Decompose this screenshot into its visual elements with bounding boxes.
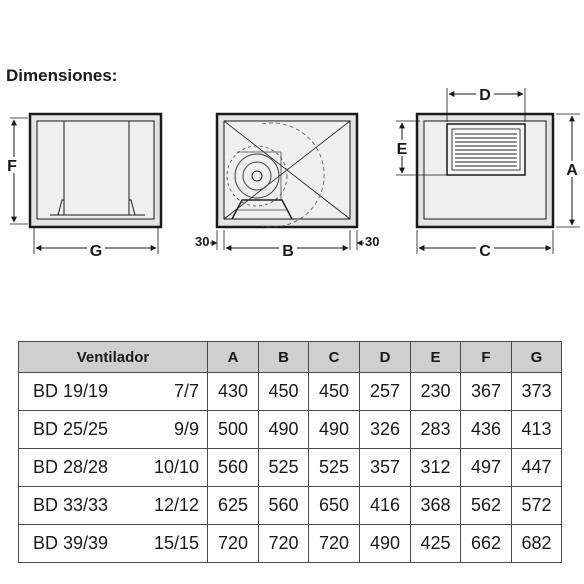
dimensions-table (18, 341, 562, 563)
value-cell-b: 450 (259, 373, 309, 411)
value-cell-b: 525 (259, 449, 309, 487)
value-cell-c: 720 (309, 525, 360, 563)
label-a: A (566, 162, 578, 179)
model-cell: BD 19/19 (19, 373, 117, 411)
header-col-e: E (411, 342, 461, 373)
header-col-b: B (259, 342, 309, 373)
value-cell-e: 425 (411, 525, 461, 563)
header-col-c: C (309, 342, 360, 373)
value-cell-e: 283 (411, 411, 461, 449)
table-row (19, 373, 562, 411)
header-ventilador: Ventilador (19, 342, 208, 373)
header-col-g: G (512, 342, 562, 373)
table-row (19, 411, 562, 449)
value-cell-d: 257 (360, 373, 411, 411)
value-cell-f: 436 (461, 411, 512, 449)
size-cell: 9/9 (117, 411, 208, 449)
value-cell-g: 447 (512, 449, 562, 487)
value-cell-f: 562 (461, 487, 512, 525)
value-cell-d: 326 (360, 411, 411, 449)
model-cell: BD 39/39 (19, 525, 117, 563)
label-g: G (89, 243, 103, 260)
label-c: C (479, 243, 491, 260)
label-f: F (7, 158, 17, 175)
value-cell-f: 367 (461, 373, 512, 411)
value-cell-c: 650 (309, 487, 360, 525)
value-cell-b: 720 (259, 525, 309, 563)
value-cell-a: 720 (208, 525, 259, 563)
value-cell-g: 413 (512, 411, 562, 449)
value-cell-e: 230 (411, 373, 461, 411)
value-cell-d: 357 (360, 449, 411, 487)
value-cell-g: 682 (512, 525, 562, 563)
size-cell: 10/10 (117, 449, 208, 487)
value-cell-c: 490 (309, 411, 360, 449)
header-col-a: A (208, 342, 259, 373)
value-cell-e: 368 (411, 487, 461, 525)
label-offset-left: 30 (195, 234, 210, 249)
value-cell-c: 525 (309, 449, 360, 487)
model-cell: BD 33/33 (19, 487, 117, 525)
value-cell-g: 373 (512, 373, 562, 411)
value-cell-a: 500 (208, 411, 259, 449)
front-view-drawing (10, 114, 161, 254)
value-cell-d: 490 (360, 525, 411, 563)
value-cell-a: 430 (208, 373, 259, 411)
header-col-f: F (461, 342, 512, 373)
value-cell-g: 572 (512, 487, 562, 525)
side-view-drawing (210, 114, 364, 250)
table-row (19, 525, 562, 563)
table-header-row (19, 342, 562, 373)
label-offset-right: 30 (365, 234, 380, 249)
value-cell-a: 625 (208, 487, 259, 525)
size-cell: 7/7 (117, 373, 208, 411)
header-col-d: D (360, 342, 411, 373)
label-d: D (479, 87, 491, 104)
size-cell: 12/12 (117, 487, 208, 525)
rear-view-drawing (396, 88, 580, 254)
value-cell-a: 560 (208, 449, 259, 487)
model-cell: BD 25/25 (19, 411, 117, 449)
table-row (19, 487, 562, 525)
value-cell-f: 497 (461, 449, 512, 487)
size-cell: 15/15 (117, 525, 208, 563)
value-cell-b: 490 (259, 411, 309, 449)
table-row (19, 449, 562, 487)
value-cell-c: 450 (309, 373, 360, 411)
value-cell-f: 662 (461, 525, 512, 563)
section-heading: Dimensiones: (6, 66, 118, 85)
model-cell: BD 28/28 (19, 449, 117, 487)
label-e: E (396, 141, 408, 158)
label-b: B (282, 243, 294, 260)
value-cell-e: 312 (411, 449, 461, 487)
value-cell-d: 416 (360, 487, 411, 525)
value-cell-b: 560 (259, 487, 309, 525)
